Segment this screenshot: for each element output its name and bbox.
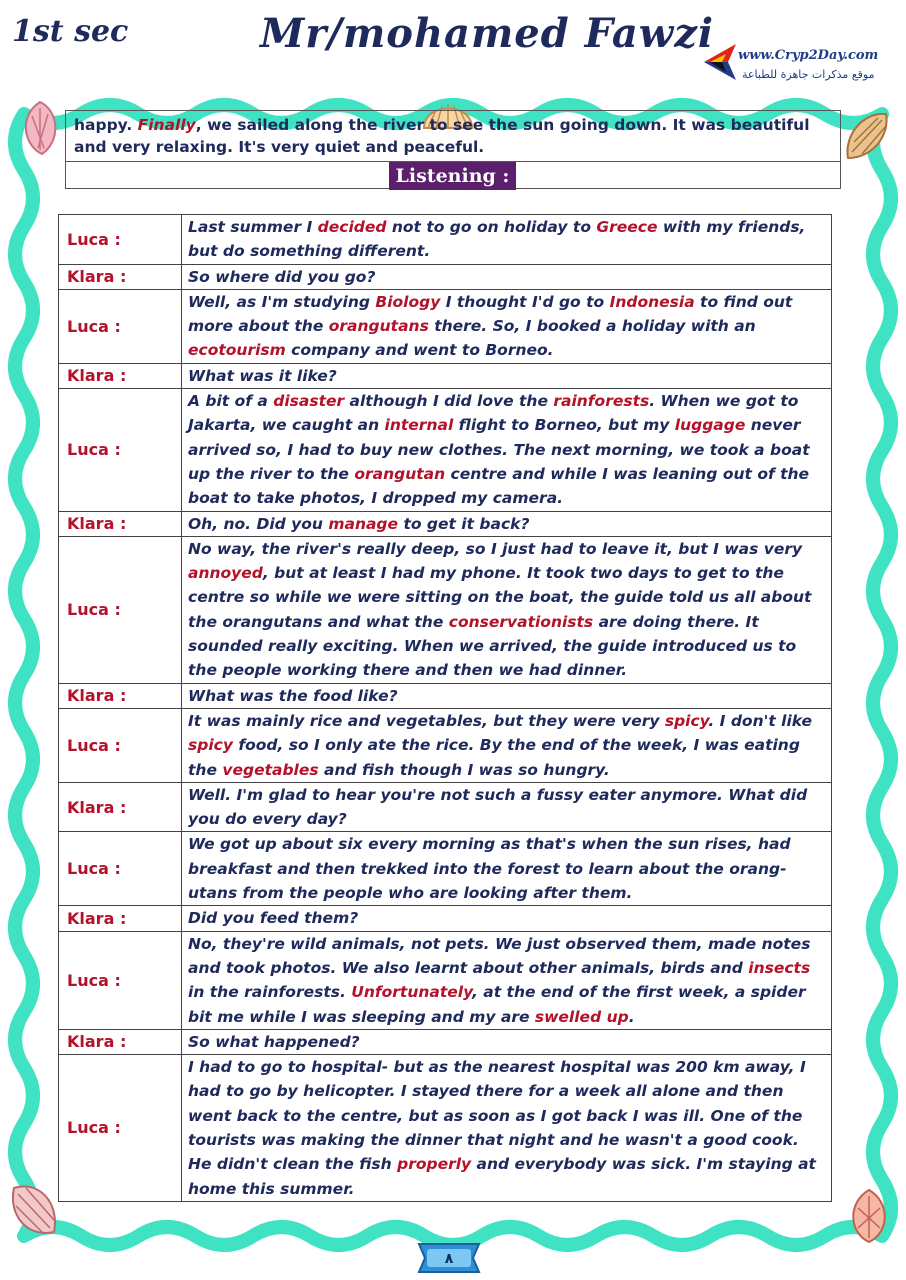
text-span: I had to go to hospital- but as the nearest hospital was 200 km away, I had to go by helicopter. I stayed there for a week all alone and then went back to the centre, but as soon as I got back I was ill. One of the tourists was making the dinner that night and he wasn't a good cook. He didn't clean the fish — [188, 1058, 806, 1174]
dialogue-row — [59, 289, 832, 363]
text-span: company and went to Borneo. — [285, 341, 554, 360]
dialogue-line — [182, 289, 832, 363]
text-span: What was it like? — [188, 366, 337, 385]
section-heading-listening: Listening : — [389, 162, 516, 190]
dialogue-line — [182, 264, 832, 289]
logo-url: www.Cryp2Day.com — [738, 48, 879, 63]
dialogue-table — [58, 214, 832, 1202]
dialogue-row — [59, 708, 832, 782]
text-span: not to go on holiday to — [386, 218, 597, 236]
dialogue-row — [59, 906, 832, 931]
highlight-span: insects — [748, 958, 811, 977]
dialogue-row — [59, 511, 832, 536]
speaker-label: Luca : — [59, 536, 182, 683]
text-span: , but at least I had my phone. It took two days to get to the centre so while we were sitting on the boat, the guide told us all about the orangutans and what the — [188, 564, 812, 631]
page-number: ٨ — [444, 1251, 454, 1267]
text-span: Oh, no. Did you — [188, 514, 329, 533]
dialogue-line — [182, 511, 832, 536]
text-span: never arrived so, I had to buy new clothes. The next morning, we took a boat up the river to the — [188, 416, 810, 483]
text-span: So where did you go? — [188, 267, 376, 286]
site-logo[interactable] — [700, 40, 900, 90]
speaker-label: Klara : — [59, 1029, 182, 1054]
text-span: So what happened? — [188, 1032, 360, 1051]
dialogue-line — [182, 389, 832, 511]
highlight-span: spicy — [188, 736, 233, 755]
text-span: We got up about six every morning as that's when the sun rises, had breakfast and then trekked into the forest to learn about the orang-utans from the people who are looking after them. — [188, 835, 791, 903]
text-span: happy. — [74, 116, 138, 134]
text-span: there. So, I booked a holiday with an — [428, 317, 756, 336]
text-span: to find out more about the — [188, 292, 793, 336]
text-span: centre and while I was leaning out of the boat to take photos, I dropped my camera. — [188, 464, 810, 508]
text-span: . — [628, 1007, 635, 1026]
highlight-span: luggage — [674, 416, 746, 435]
speaker-label: Klara : — [59, 511, 182, 536]
dialogue-row — [59, 215, 832, 265]
text-span: and fish though I was so hungry. — [318, 760, 610, 779]
dialogue-row — [59, 363, 832, 388]
seashell-icon — [18, 100, 62, 156]
seashell-icon — [846, 1188, 892, 1244]
highlight-span: decided — [317, 218, 387, 236]
highlight-span: manage — [328, 514, 399, 533]
dialogue-line — [182, 536, 832, 683]
dialogue-row — [59, 1029, 832, 1054]
dialogue-row — [59, 683, 832, 708]
highlight-span: properly — [397, 1155, 472, 1174]
teacher-name-title: Mr/mohamed Fawzi — [260, 10, 715, 57]
dialogue-row — [59, 782, 832, 832]
page-number-badge — [413, 1240, 485, 1276]
highlight-span: Biology — [375, 292, 441, 311]
dialogue-line — [182, 1029, 832, 1054]
dialogue-row — [59, 264, 832, 289]
seashell-icon — [842, 108, 892, 164]
dialogue-line — [182, 906, 832, 931]
highlight-span: orangutans — [328, 317, 429, 336]
seashell-icon — [8, 1180, 62, 1238]
dialogue-row — [59, 389, 832, 511]
highlight-span: annoyed — [188, 564, 263, 583]
text-span: . When we got to Jakarta, we caught an — [188, 392, 799, 435]
dialogue-line — [182, 1055, 832, 1202]
dialogue-row — [59, 832, 832, 906]
logo-mark-icon — [700, 40, 740, 84]
highlight-span: Unfortunately — [351, 983, 472, 1002]
highlight-span: internal — [384, 416, 454, 435]
text-span: in the rainforests. — [188, 983, 352, 1002]
text-span: No way, the river's really deep, so I just had to leave it, but I was very — [188, 539, 803, 558]
highlight-span: conservationists — [448, 612, 594, 631]
text-span: and everybody was sick. I'm staying at home this summer. — [188, 1155, 816, 1198]
dialogue-line — [182, 931, 832, 1029]
dialogue-table-body — [59, 215, 832, 1202]
logo-arabic-text: موقع مذكرات جاهزة للطباعة — [742, 68, 875, 81]
highlight-span: Finally — [137, 116, 196, 134]
speaker-label: Luca : — [59, 832, 182, 906]
text-span: , at the end of the first week, a spider bit me while I was sleeping and my are — [188, 983, 806, 1026]
highlight-span: Greece — [596, 218, 658, 236]
text-span: food, so I only ate the rice. By the end of the week, I was eating the — [188, 736, 800, 779]
dialogue-line — [182, 832, 832, 906]
dialogue-row — [59, 536, 832, 683]
speaker-label: Klara : — [59, 782, 182, 832]
speaker-label: Klara : — [59, 264, 182, 289]
text-span: to get it back? — [398, 514, 530, 533]
dialogue-line — [182, 683, 832, 708]
speaker-label: Klara : — [59, 683, 182, 708]
text-span: . I don't like — [708, 711, 813, 730]
speaker-label: Klara : — [59, 906, 182, 931]
highlight-span: Indonesia — [609, 292, 695, 311]
dialogue-line — [182, 363, 832, 388]
highlight-span: orangutan — [354, 464, 446, 483]
highlight-span: swelled up — [534, 1007, 629, 1026]
speaker-label: Luca : — [59, 389, 182, 511]
text-span: No, they're wild animals, not pets. We just observed them, made notes and took photos. We also learnt about other animals, birds and — [188, 934, 811, 977]
dialogue-row — [59, 931, 832, 1029]
text-span: Did you feed them? — [188, 909, 359, 928]
text-span: are doing there. It sounded really exciting. When we arrived, the guide introduced us to the people working there and then we had dinner. — [188, 612, 797, 680]
reading-excerpt-text — [66, 111, 840, 161]
highlight-span: spicy — [664, 711, 709, 730]
text-span: although I did love the — [344, 392, 554, 411]
speaker-label: Luca : — [59, 1055, 182, 1202]
text-span: What was the food like? — [188, 686, 398, 705]
highlight-span: ecotourism — [188, 341, 286, 360]
text-span: I thought I'd go to — [440, 292, 610, 311]
highlight-span: rainforests — [553, 392, 650, 411]
speaker-label: Luca : — [59, 215, 182, 265]
speaker-label: Luca : — [59, 289, 182, 363]
text-span: with my friends, but do something different. — [188, 218, 806, 261]
text-span: A bit of a — [188, 392, 274, 411]
text-span: , we sailed along the river to see the sun going down. It was beautiful and very relaxing. It's very quiet and peaceful. — [74, 116, 810, 156]
text-span: flight to Borneo, but my — [453, 416, 675, 435]
dialogue-line — [182, 708, 832, 782]
text-span: Last summer I — [188, 218, 318, 236]
speaker-label: Klara : — [59, 363, 182, 388]
grade-label: 1st sec — [12, 14, 129, 49]
text-span: Well, as I'm studying — [188, 292, 376, 311]
dialogue-line — [182, 782, 832, 832]
dialogue-line — [182, 215, 832, 265]
dialogue-row — [59, 1055, 832, 1202]
highlight-span: disaster — [273, 392, 345, 411]
speaker-label: Luca : — [59, 931, 182, 1029]
highlight-span: vegetables — [222, 760, 319, 779]
speaker-label: Luca : — [59, 708, 182, 782]
text-span: Well. I'm glad to hear you're not such a fussy eater anymore. What did you do every day? — [188, 785, 808, 829]
text-span: It was mainly rice and vegetables, but they were very — [188, 711, 665, 730]
